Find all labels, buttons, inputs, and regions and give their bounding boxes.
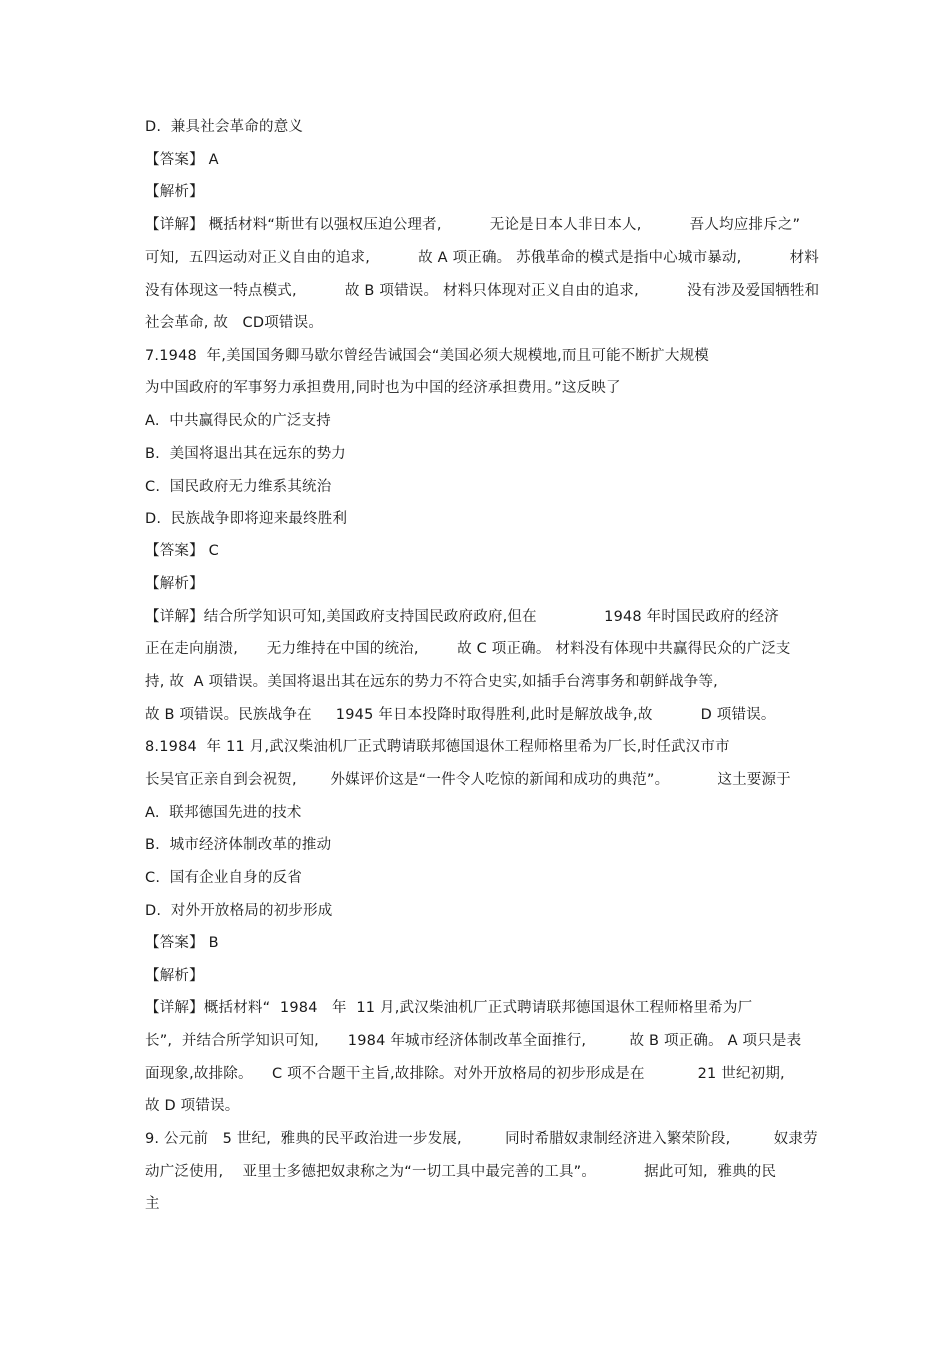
analysis-label: 【解析】	[145, 184, 204, 200]
explanation-line: 正在走向崩溃, 无力维持在中国的统治, 故 C 项正确。 材料没有体现中共赢得民众的广泛支	[145, 641, 791, 657]
explanation-line: 持, 故 A 项错误。美国将退出其在远东的势力不符合史实,如插手台湾事务和朝鲜战争等,	[145, 674, 718, 690]
option-d-line: D. 民族战争即将迎来最终胜利	[145, 511, 348, 527]
analysis-label: 【解析】	[145, 968, 204, 984]
option-d-line: D. 对外开放格局的初步形成	[145, 903, 333, 919]
option-a-line: A. 联邦德国先进的技术	[145, 805, 302, 821]
option-a-line: A. 中共赢得民众的广泛支持	[145, 413, 331, 429]
explanation-line: 可知, 五四运动对正义自由的追求, 故 A 项正确。 苏俄革命的模式是指中心城市暴动, 材料	[145, 250, 819, 266]
answer-label: 【答案】 C	[145, 543, 219, 559]
question-9-stem: 主	[145, 1196, 160, 1212]
option-c-line: C. 国有企业自身的反省	[145, 870, 303, 886]
option-c-line: C. 国民政府无力维系其统治	[145, 479, 332, 495]
question-9-stem: 9. 公元前 5 世纪, 雅典的民平政治进一步发展, 同时希腊奴隶制经济进入繁荣阶段, 奴隶劳	[145, 1131, 818, 1147]
explanation-line: 【详解】结合所学知识可知,美国政府支持国民政府政府,但在 1948 年时国民政府的经济	[145, 609, 779, 625]
question-7-stem: 7.1948 年,美国国务卿马歇尔曾经告诫国会“美国必须大规模地,而且可能不断扩大规模	[145, 348, 709, 364]
question-8-stem: 长吴官正亲自到会祝贺, 外媒评价这是“一件令人吃惊的新闻和成功的典范”。 这土要源于	[145, 772, 791, 788]
explanation-line: 长”, 并结合所学知识可知, 1984 年城市经济体制改革全面推行, 故 B 项正确。 A 项只是表	[145, 1033, 802, 1049]
analysis-label: 【解析】	[145, 576, 204, 592]
explanation-line: 故 B 项错误。民族战争在 1945 年日本投降时取得胜利,此时是解放战争,故 D 项错误。	[145, 707, 776, 723]
explanation-line: 社会革命, 故 CD项错误。	[145, 315, 324, 331]
question-9-stem: 动广泛使用, 亚里士多德把奴隶称之为“一切工具中最完善的工具”。 据此可知, 雅典的民	[145, 1164, 777, 1180]
option-b-line: B. 美国将退出其在远东的势力	[145, 446, 346, 462]
explanation-line: 面现象,故排除。 C 项不合题干主旨,故排除。对外开放格局的初步形成是在 21 世纪初期,	[145, 1066, 785, 1082]
explanation-line: 故 D 项错误。	[145, 1098, 240, 1114]
explanation-line: 没有体现这一特点模式, 故 B 项错误。 材料只体现对正义自由的追求, 没有涉及爱国牺牲和	[145, 283, 820, 299]
question-8-stem: 8.1984 年 11 月,武汉柴油机厂正式聘请联邦德国退休工程师格里希为厂长,时任武汉市市	[145, 739, 730, 755]
question-7-stem: 为中国政府的军事努力承担费用,同时也为中国的经济承担费用。”这反映了	[145, 380, 621, 396]
explanation-line: 【详解】概括材料“ 1984 年 11 月,武汉柴油机厂正式聘请联邦德国退休工程师格里希为厂	[145, 1000, 753, 1016]
explanation-line: 【详解】 概括材料“斯世有以强权压迫公理者, 无论是日本人非日本人, 吾人均应排斥之”	[145, 217, 801, 233]
option-b-line: B. 城市经济体制改革的推动	[145, 837, 332, 853]
answer-label: 【答案】 B	[145, 935, 219, 951]
option-d-line: D. 兼具社会革命的意义	[145, 119, 304, 135]
answer-label: 【答案】 A	[145, 152, 219, 168]
